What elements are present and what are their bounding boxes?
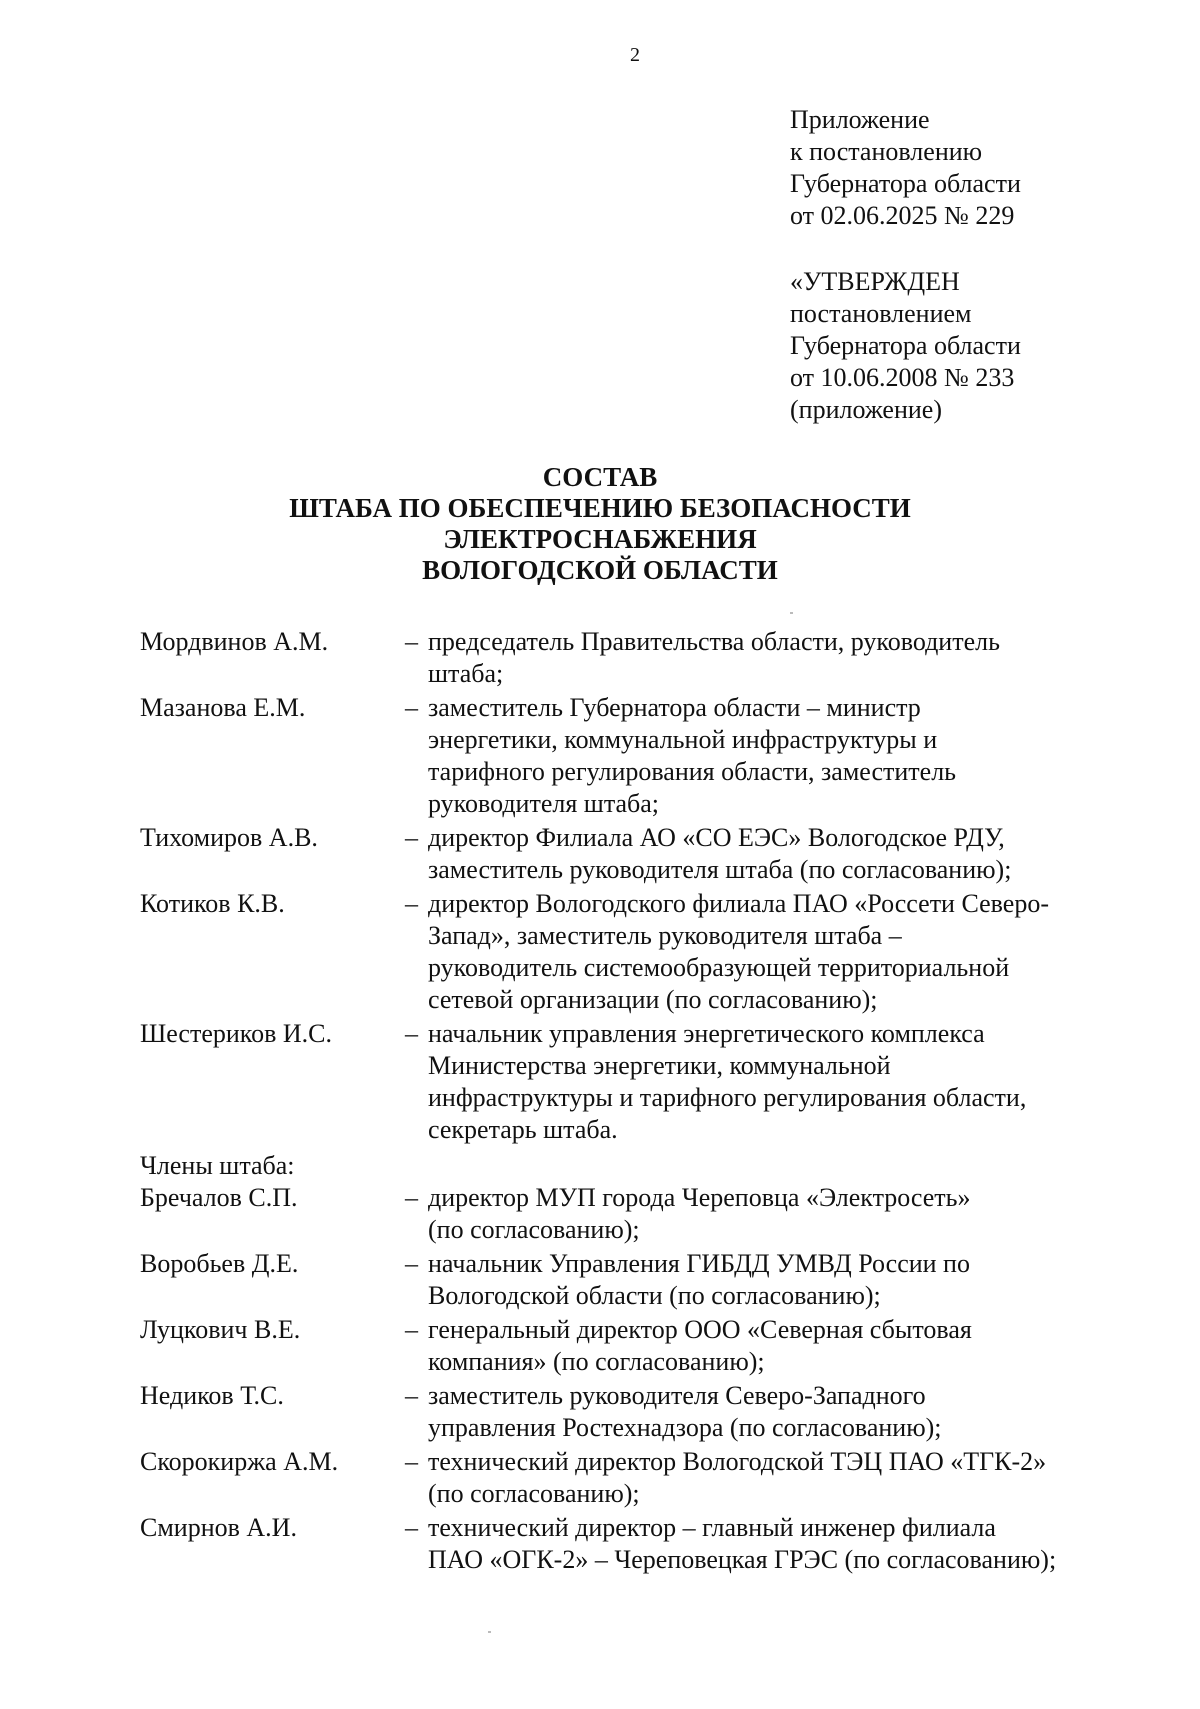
role-line: заместитель Губернатора области – министр	[428, 693, 921, 722]
dash-separator: –	[405, 1447, 418, 1476]
role-line: компания» (по согласованию);	[428, 1347, 765, 1376]
role-line: ПАО «ОГК-2» – Череповецкая ГРЭС (по согласованию);	[428, 1545, 1057, 1574]
role-line: секретарь штаба.	[428, 1115, 618, 1144]
roster-row	[140, 1314, 1140, 1378]
role-line: заместитель руководителя штаба (по согласованию);	[428, 855, 1012, 884]
title-line: ЭЛЕКТРОСНАБЖЕНИЯ	[443, 524, 757, 554]
document-title	[0, 462, 1200, 586]
scan-speck	[488, 1631, 491, 1633]
member-role	[428, 1512, 1128, 1576]
approved-line: от 10.06.2008 № 233	[790, 363, 1015, 392]
approved-line: (приложение)	[790, 395, 943, 424]
member-name: Мордвинов А.М.	[140, 627, 329, 656]
member-name: Воробьев Д.Е.	[140, 1249, 299, 1278]
roster-row	[140, 1248, 1140, 1312]
role-line: Министерства энергетики, коммунальной	[428, 1051, 891, 1080]
roster-row	[140, 1018, 1140, 1146]
role-line: технический директор – главный инженер филиала	[428, 1513, 996, 1542]
role-line: штаба;	[428, 659, 504, 688]
role-line: управления Ростехнадзора (по согласованию);	[428, 1413, 942, 1442]
member-role	[428, 1380, 1128, 1444]
annex-line: Приложение	[790, 105, 930, 134]
roster-row	[140, 1512, 1140, 1576]
member-role	[428, 1018, 1128, 1146]
roster-row	[140, 888, 1140, 1016]
role-line: руководитель системообразующей территориальной	[428, 953, 1010, 982]
dash-separator: –	[405, 889, 418, 918]
role-line: генеральный директор ООО «Северная сбытовая	[428, 1315, 972, 1344]
member-name: Недиков Т.С.	[140, 1381, 284, 1410]
role-line: руководителя штаба;	[428, 789, 660, 818]
role-line: Вологодской области (по согласованию);	[428, 1281, 881, 1310]
approved-line: Губернатора области	[790, 331, 1021, 360]
annex-line: к постановлению	[790, 137, 983, 166]
dash-separator: –	[405, 693, 418, 722]
member-role	[428, 692, 1128, 820]
role-line: сетевой организации (по согласованию);	[428, 985, 878, 1014]
role-line: директор Вологодского филиала ПАО «Россети Северо-	[428, 889, 1049, 918]
roster-row	[140, 692, 1140, 820]
role-line: энергетики, коммунальной инфраструктуры и	[428, 725, 938, 754]
role-line: инфраструктуры и тарифного регулирования области,	[428, 1083, 1027, 1112]
member-name: Шестериков И.С.	[140, 1019, 332, 1048]
roster-row	[140, 822, 1140, 886]
member-name: Бречалов С.П.	[140, 1183, 298, 1212]
dash-separator: –	[405, 627, 418, 656]
staff-roster	[140, 626, 1140, 1578]
role-line: директор Филиала АО «СО ЕЭС» Вологодское РДУ,	[428, 823, 1005, 852]
member-name: Скорокиржа А.М.	[140, 1447, 339, 1476]
title-line: СОСТАВ	[542, 462, 658, 492]
dash-separator: –	[405, 1183, 418, 1212]
page-number: 2	[630, 44, 640, 66]
member-name: Котиков К.В.	[140, 889, 285, 918]
roster-row	[140, 626, 1140, 690]
role-line: (по согласованию);	[428, 1479, 640, 1508]
member-name: Мазанова Е.М.	[140, 693, 306, 722]
roster-row	[140, 1380, 1140, 1444]
role-line: начальник Управления ГИБДД УМВД России по	[428, 1249, 970, 1278]
annex-line: Губернатора области	[790, 169, 1021, 198]
member-name: Тихомиров А.В.	[140, 823, 318, 852]
dash-separator: –	[405, 1513, 418, 1542]
title-line: ВОЛОГОДСКОЙ ОБЛАСТИ	[422, 555, 778, 585]
approved-line: «УТВЕРЖДЕН	[790, 267, 960, 296]
member-role	[428, 1182, 1128, 1246]
member-role	[428, 1314, 1128, 1378]
member-name: Луцкович В.Е.	[140, 1315, 301, 1344]
members-heading: Члены штаба:	[140, 1151, 295, 1180]
scan-speck	[790, 612, 793, 614]
role-line: заместитель руководителя Северо-Западного	[428, 1381, 926, 1410]
title-line: ШТАБА ПО ОБЕСПЕЧЕНИЮ БЕЗОПАСНОСТИ	[289, 493, 911, 523]
dash-separator: –	[405, 1381, 418, 1410]
dash-separator: –	[405, 1019, 418, 1048]
member-role	[428, 1446, 1128, 1510]
member-role	[428, 888, 1128, 1016]
role-line: Запад», заместитель руководителя штаба –	[428, 921, 902, 950]
dash-separator: –	[405, 1315, 418, 1344]
role-line: начальник управления энергетического комплекса	[428, 1019, 985, 1048]
member-role	[428, 626, 1128, 690]
role-line: тарифного регулирования области, заместитель	[428, 757, 957, 786]
approved-block	[790, 266, 1021, 426]
roster-row	[140, 1446, 1140, 1510]
dash-separator: –	[405, 1249, 418, 1278]
approved-line: постановлением	[790, 299, 972, 328]
annex-line: от 02.06.2025 № 229	[790, 201, 1015, 230]
member-role	[428, 822, 1128, 886]
role-line: председатель Правительства области, руководитель	[428, 627, 1000, 656]
role-line: директор МУП города Череповца «Электросеть»	[428, 1183, 971, 1212]
role-line: технический директор Вологодской ТЭЦ ПАО «ТГК-2»	[428, 1447, 1047, 1476]
annex-block	[790, 104, 1021, 232]
member-name: Смирнов А.И.	[140, 1513, 297, 1542]
role-line: (по согласованию);	[428, 1215, 640, 1244]
dash-separator: –	[405, 823, 418, 852]
roster-row	[140, 1182, 1140, 1246]
member-role	[428, 1248, 1128, 1312]
